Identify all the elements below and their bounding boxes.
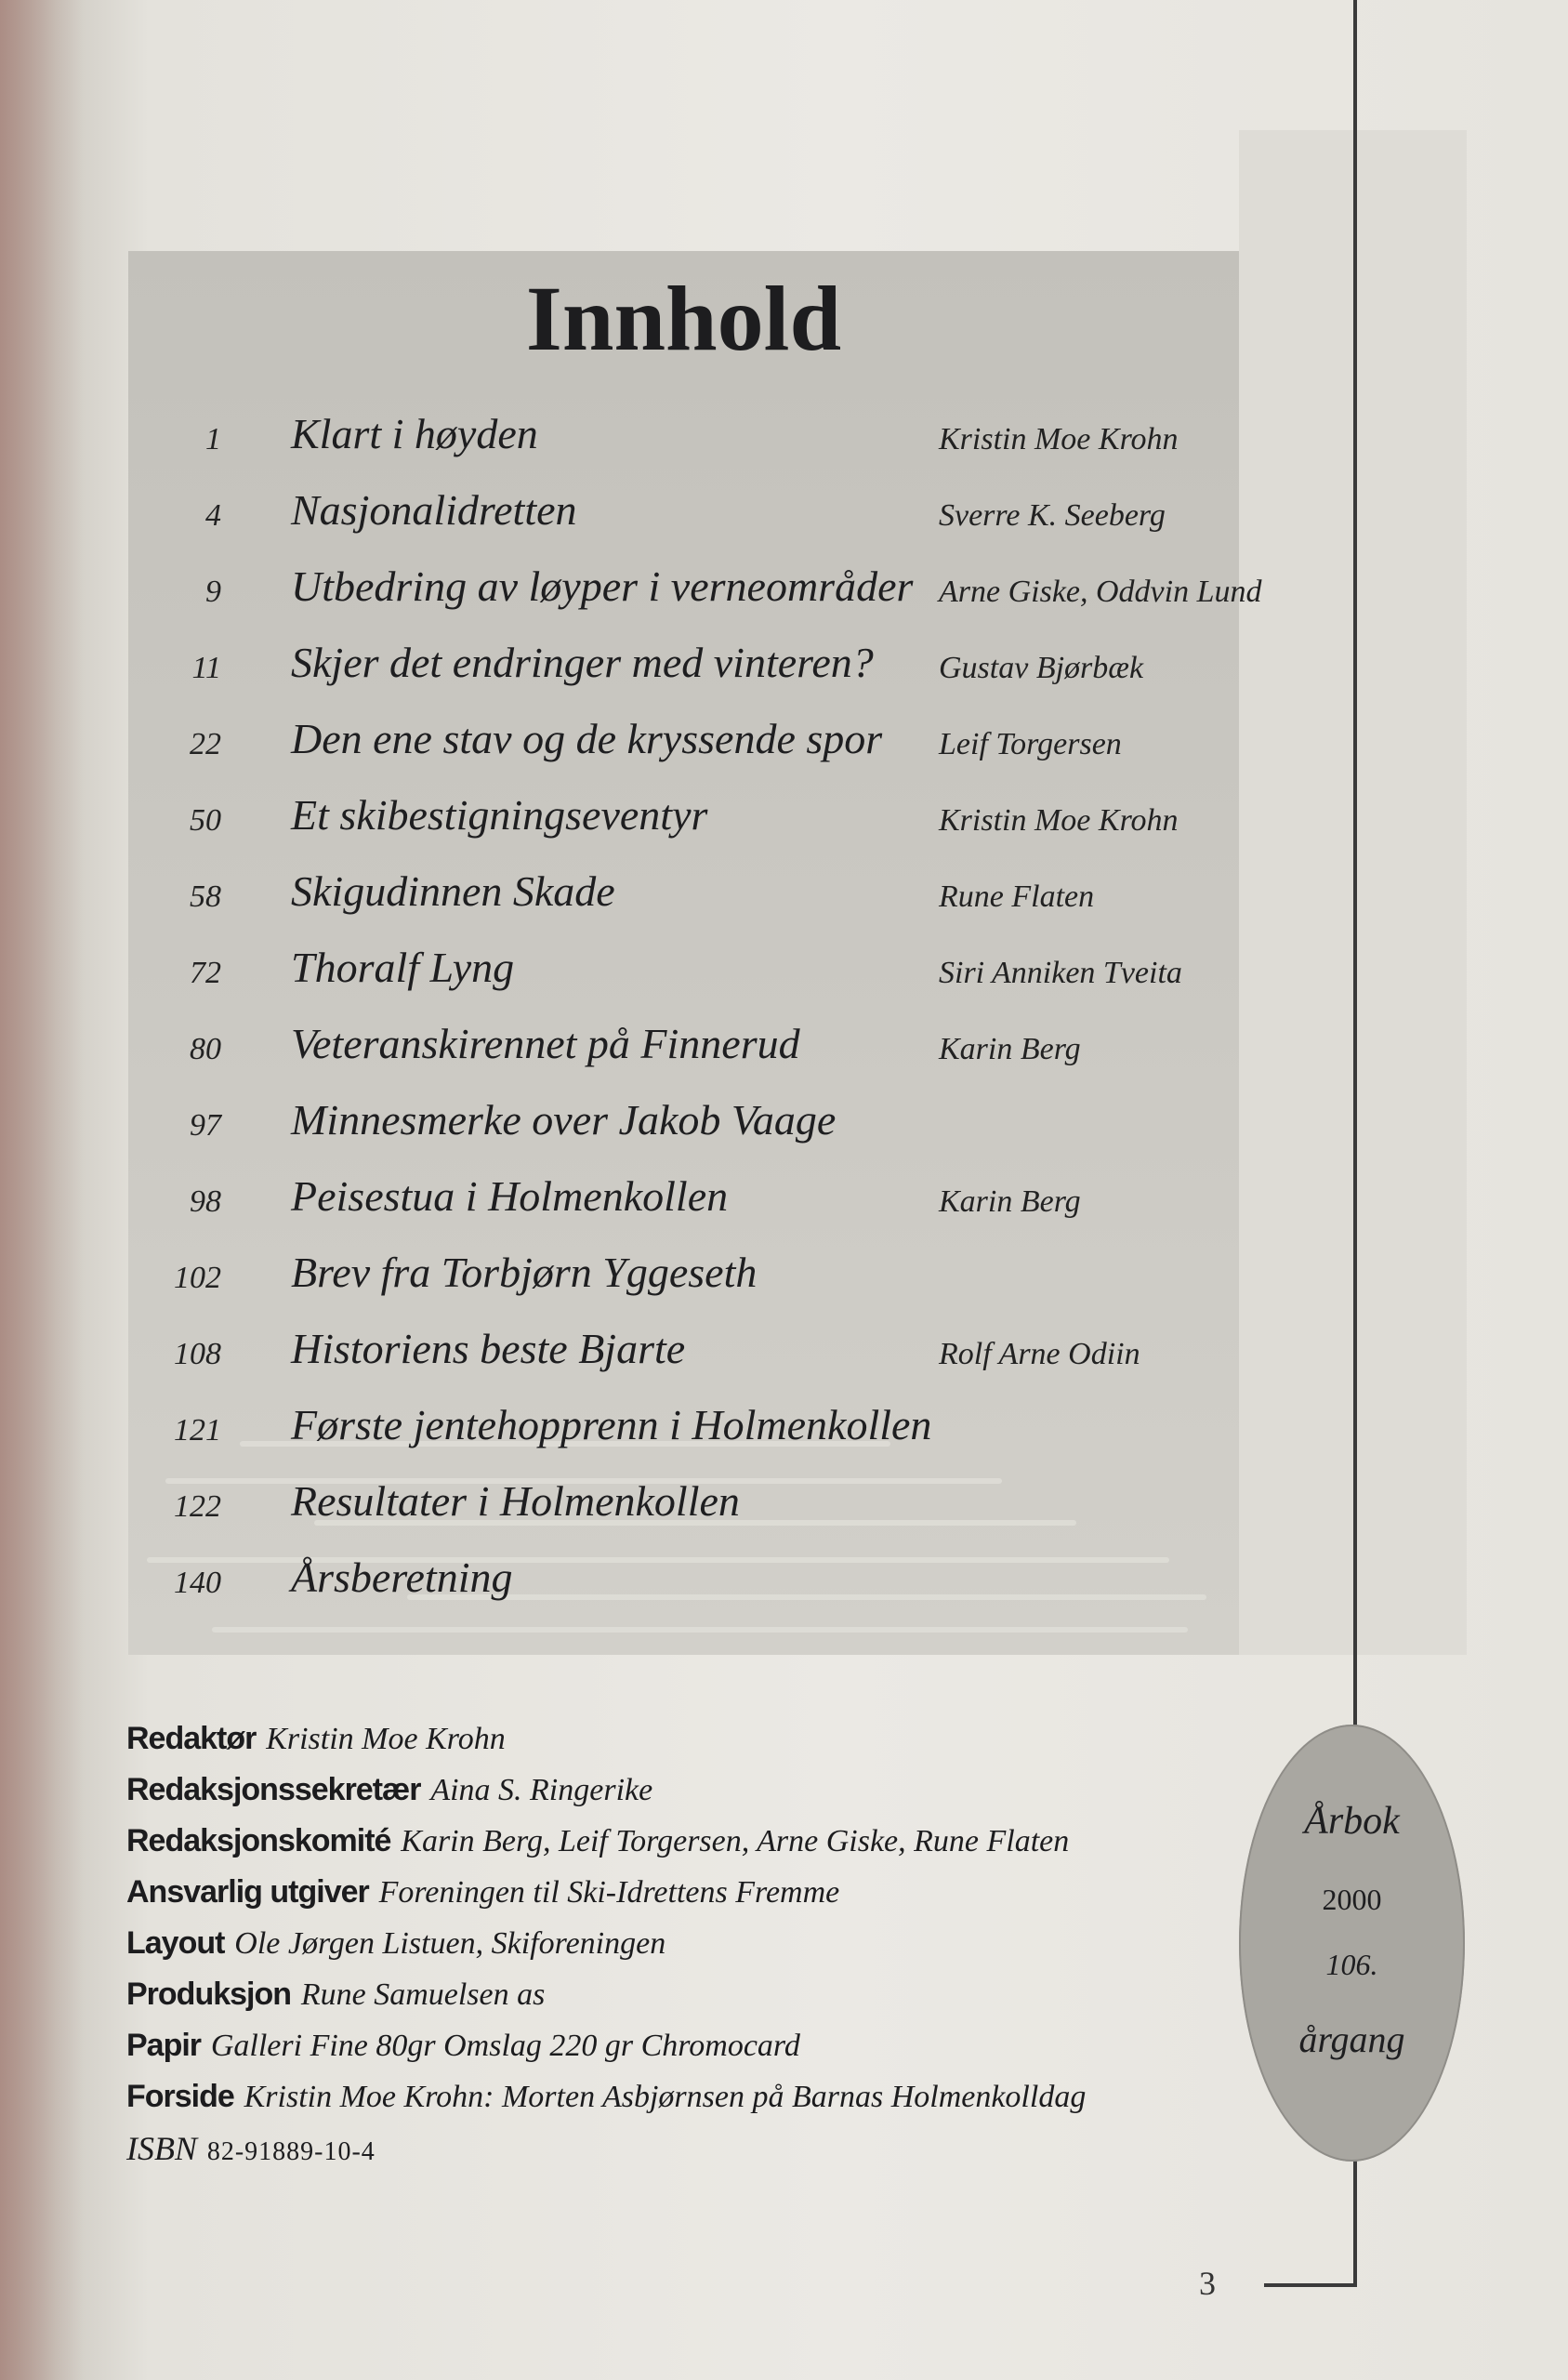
toc-author: Kristin Moe Krohn	[939, 803, 1179, 838]
credit-line	[126, 1924, 665, 1962]
toc-entry[interactable]	[128, 1476, 1253, 1541]
credit-line	[126, 1771, 652, 1808]
toc-page-number: 72	[190, 956, 221, 990]
toc-author: Karin Berg	[939, 1032, 1081, 1066]
isbn-line	[126, 2129, 376, 2168]
year-badge	[1239, 1725, 1465, 2162]
credit-line	[126, 1720, 506, 1757]
toc-title: Klart i høyden	[291, 410, 538, 457]
toc-page-number: 11	[191, 651, 221, 685]
badge-year: 2000	[1322, 1883, 1382, 1916]
toc-title: Skjer det endringer med vinteren?	[291, 639, 874, 686]
toc-entry[interactable]	[128, 638, 1253, 703]
credit-label: Redaksjonskomité	[126, 1823, 391, 1858]
credit-label: Redaktør	[126, 1721, 257, 1756]
badge-title: Årbok	[1304, 1800, 1400, 1843]
badge-edition: 106.	[1325, 1948, 1378, 1981]
toc-entry[interactable]	[128, 866, 1253, 932]
toc-author: Karin Berg	[939, 1184, 1081, 1219]
toc-page-number: 97	[190, 1108, 221, 1143]
toc-page-number: 102	[174, 1261, 221, 1295]
credit-line	[126, 2027, 800, 2064]
toc-title: Skigudinnen Skade	[291, 867, 615, 915]
toc-page-number: 140	[174, 1566, 221, 1600]
page-edge-shadow	[0, 0, 84, 2380]
toc-title: Nasjonalidretten	[291, 486, 577, 534]
credit-value: Karin Berg, Leif Torgersen, Arne Giske, Rune Flaten	[401, 1824, 1070, 1858]
toc-title: Resultater i Holmenkollen	[291, 1477, 740, 1525]
toc-title: Første jentehopprenn i Holmenkollen	[291, 1401, 932, 1448]
toc-title: Utbedring av løyper i verneområder	[291, 562, 914, 610]
toc-entry[interactable]	[128, 1553, 1253, 1618]
toc-entry[interactable]	[128, 1324, 1253, 1389]
toc-page-number: 122	[174, 1489, 221, 1524]
toc-entry[interactable]	[128, 943, 1253, 1008]
toc-page-number: 22	[190, 727, 221, 761]
credit-line	[126, 1822, 1069, 1859]
toc-author: Sverre K. Seeberg	[939, 498, 1166, 533]
toc-title: Den ene stav og de kryssende spor	[291, 715, 883, 762]
toc-page-number: 9	[205, 575, 221, 609]
toc-entry[interactable]	[128, 790, 1253, 855]
toc-entry[interactable]	[128, 1400, 1253, 1465]
page-number: 3	[1199, 2265, 1216, 2302]
credit-label: Produksjon	[126, 1977, 292, 2012]
credit-value: Galleri Fine 80gr Omslag 220 gr Chromocard	[210, 2029, 800, 2063]
credit-label: Layout	[126, 1925, 225, 1961]
credit-label: Redaksjonssekretær	[126, 1772, 421, 1807]
toc-page-number: 4	[205, 498, 221, 533]
toc-title: Historiens beste Bjarte	[291, 1325, 686, 1372]
toc-entry[interactable]	[128, 1248, 1253, 1313]
credit-line	[126, 2078, 1086, 2115]
toc-entry[interactable]	[128, 1095, 1253, 1160]
isbn-value: 82-91889-10-4	[206, 2137, 376, 2166]
toc-entry[interactable]	[128, 562, 1262, 627]
toc-author: Gustav Bjørbæk	[939, 651, 1144, 685]
credit-value: Kristin Moe Krohn	[266, 1722, 506, 1756]
credit-value: Foreningen til Ski-Idrettens Fremme	[378, 1875, 840, 1910]
toc-title: Minnesmerke over Jakob Vaage	[291, 1096, 837, 1144]
toc-title: Brev fra Torbjørn Yggeseth	[291, 1249, 758, 1296]
toc-entry[interactable]	[128, 714, 1253, 779]
toc-author: Rune Flaten	[939, 879, 1095, 914]
toc-page-number: 58	[190, 879, 221, 914]
credit-line	[126, 1976, 545, 2013]
toc-page-number: 121	[174, 1413, 221, 1448]
toc-title: Thoralf Lyng	[291, 944, 515, 991]
credit-value: Ole Jørgen Listuen, Skiforeningen	[234, 1926, 666, 1961]
toc-author: Arne Giske, Oddvin Lund	[939, 575, 1262, 609]
credit-value: Rune Samuelsen as	[300, 1977, 546, 2012]
credit-value: Aina S. Ringerike	[430, 1773, 653, 1807]
toc-page-number: 50	[190, 803, 221, 838]
toc-title: Årsberetning	[291, 1554, 513, 1601]
page-title: Innhold	[525, 267, 842, 370]
toc-author: Siri Anniken Tveita	[939, 956, 1182, 990]
toc-page-number: 1	[205, 422, 221, 456]
toc-author: Leif Torgersen	[939, 727, 1122, 761]
toc-author: Kristin Moe Krohn	[939, 422, 1179, 456]
isbn-label: ISBN	[126, 2130, 197, 2167]
toc-title: Peisestua i Holmenkollen	[291, 1172, 729, 1220]
toc-author: Rolf Arne Odiin	[939, 1337, 1140, 1371]
credit-value: Kristin Moe Krohn: Morten Asbjørnsen på Barnas Holmenkolldag	[244, 2080, 1087, 2114]
side-rule-foot	[1264, 2283, 1357, 2287]
credit-label: Ansvarlig utgiver	[126, 1874, 369, 1910]
toc-entry[interactable]	[128, 409, 1253, 474]
toc-page-number: 80	[190, 1032, 221, 1066]
credit-line	[126, 1873, 839, 1911]
toc-page-number: 108	[174, 1337, 221, 1371]
credit-label: Papir	[126, 2028, 202, 2063]
toc-entry[interactable]	[128, 1171, 1253, 1236]
toc-page-number: 98	[190, 1184, 221, 1219]
toc-entry[interactable]	[128, 1019, 1253, 1084]
toc-title: Veteranskirennet på Finnerud	[291, 1020, 800, 1067]
toc-title: Et skibestigningseventyr	[291, 791, 708, 839]
badge-volume: årgang	[1298, 2018, 1405, 2060]
credit-label: Forside	[126, 2079, 234, 2114]
toc-entry[interactable]	[128, 485, 1253, 550]
